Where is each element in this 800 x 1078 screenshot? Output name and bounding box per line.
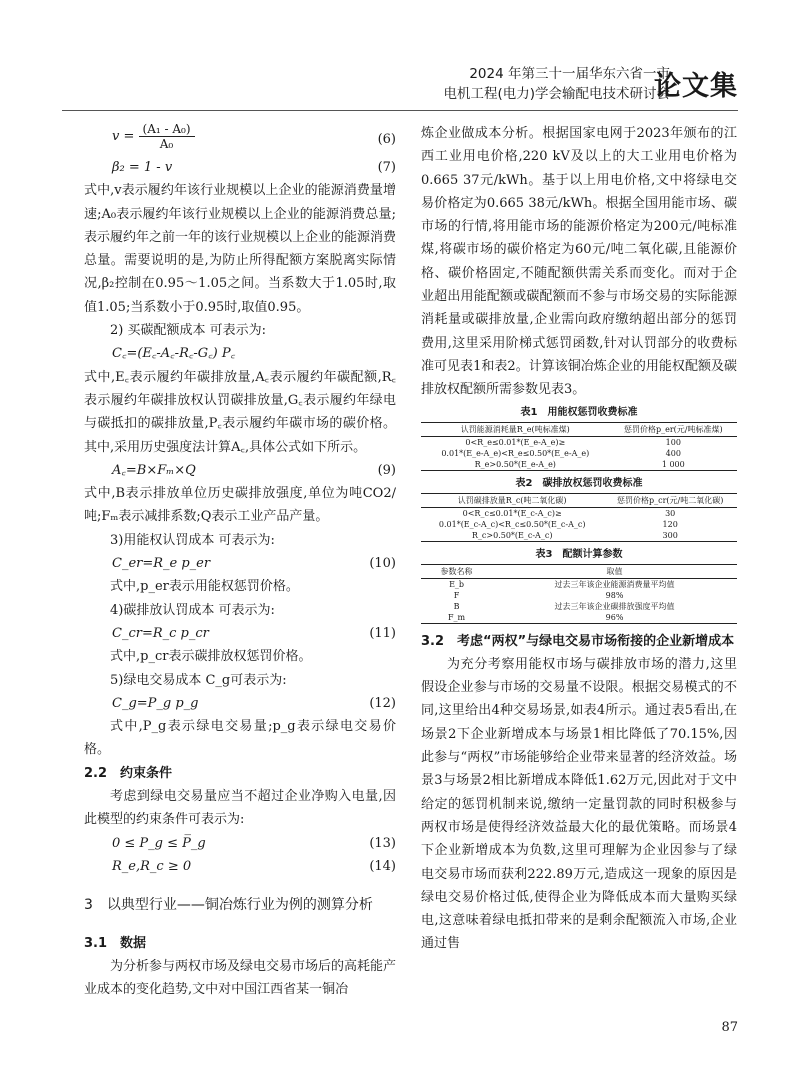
paragraph: 2) 买碳配额成本 可表示为: — [110, 323, 266, 339]
section-heading-3-1: 3.1 数据 — [84, 935, 147, 951]
right-column — [421, 122, 737, 956]
equation-14: R_e,R_c ≥ 0 (14) — [112, 858, 396, 874]
paragraph: 式中,E꜀表示履约年碳排放量,A꜀表示履约年碳配额,R꜀表示履约年碳排放权认罚碳排放量,G꜀表示履约年绿电与碳抵扣的碳排放量,P꜀表示履约年碳市场的碳价格。其中,采用历史强度法计算A꜀,具体公式如下所示。 — [84, 369, 396, 455]
header-title: 论文集 — [654, 71, 738, 102]
table3-caption: 表3 配额计算参数 — [535, 548, 623, 560]
section-heading-2-2: 2.2 约束条件 — [84, 765, 173, 781]
table2-caption: 表2 碳排放权惩罚收费标准 — [515, 477, 643, 489]
page-number: 87 — [721, 1020, 738, 1035]
paragraph: 为分析参与两权市场及绿电交易市场后的高耗能产业成本的变化趋势,文中对中国江西省某一铜冶 — [84, 958, 397, 998]
paragraph: 式中,p_er表示用能权惩罚价格。 — [110, 579, 299, 595]
section-heading-3: 3 以典型行业——铜冶炼行业为例的测算分析 — [84, 897, 373, 914]
equation-11: C_cr=R_c p_cr (11) — [112, 625, 396, 641]
header-rule — [62, 110, 738, 111]
table1-caption: 表1 用能权惩罚收费标准 — [520, 406, 638, 418]
equation-6: v = $\frac{\text{(A₁ - A₀)}}{\text{A₀}}$ (6) — [112, 122, 396, 151]
table-row: F_m 96% — [421, 612, 737, 624]
equation-12: C_g=P_g p_g (12) — [112, 695, 396, 711]
equation-9: A꜀=B×Fₘ×Q (9) — [112, 462, 396, 478]
equation-10: C_er=R_e p_er (10) — [112, 556, 396, 572]
section-heading-3-2: 3.2 考虑“两权”与绿电交易市场衔接的企业新增成本 — [421, 633, 735, 649]
paragraph: 式中,B表示排放单位历史碳排放强度,单位为吨CO2/吨;Fₘ表示减排系数;Q表示工业产品产量。 — [84, 486, 396, 525]
table-row: F 98% — [453, 590, 624, 600]
paragraph: 为充分考察用能权市场与碳排放市场的潜力,这里假设企业参与市场的交易量不设限。根据交易模式的不同,这里给出4种交易场景,如表4所示。通过表5看出,在场景2下企业新增成本与场景1相比降低了70.15%,因此参与“两权”市场能够给企业带来显著的经济效益。场景3与场景2相比新增成本降低1.62万元,因此对于文中给定的惩罚机制来说,缴纳一定量罚款的同时积极参与两权市场是使得经济效益最大化的最优策略。而场景4下企业新增成本为负数,这里可理解为企业因参与了绿电交易市场而获利222.89万元,造成这一现象的原因是绿电交易价格过低,使得企业为降低成本而大量购买绿电,这意味着绿电抵扣带来的是剩余配额流入市场,企业通过售 — [421, 656, 737, 952]
table-row: 0<R_e≤0.01*(E_e-A_e)≥ 100 — [465, 437, 681, 447]
header-conference-line2: 电机工程(电力)学会输配电技术研讨会 — [443, 86, 670, 102]
table-row: 0.01*(E_e-A_e)<R_e≤0.50*(E_e-A_e) 400 — [441, 448, 681, 458]
table-row: R_e>0.50*(E_e-A_e) 1 000 — [421, 459, 737, 471]
table-row: E_b 过去三年该企业能源消费量平均值 — [449, 579, 675, 589]
paragraph: 4)碳排放认罚成本 可表示为: — [110, 602, 275, 618]
equation-7: β₂ = 1 - v (7) — [112, 160, 396, 175]
table3: 参数名称 取值 E_b 过去三年该企业能源消费量平均值 F 98% B 过去三年该企业碳排放强度平均值 F_m 96% — [421, 564, 737, 624]
equation-8: C꜀=(E꜀-A꜀-R꜀-G꜀) P꜀ — [112, 346, 236, 362]
paragraph: 考虑到绿电交易量应当不超过企业净购入电量,因此模型的约束条件可表示为: — [84, 789, 396, 828]
table-row: 0<R_c≤0.01*(E_c-A_c)≥ 30 — [462, 508, 676, 518]
paragraph: 式中,v表示履约年该行业规模以上企业的能源消费量增速;A₀表示履约年该行业规模以上企业的能源消费总量;表示履约年之前一年的该行业规模以上企业的能源消费总量。需要说明的是,为防止所得配额方案脱离实际情况,β₂控制在0.95～1.05之间。当系数大于1.05时,取值1.05;当系数小于0.95时,取值0.95。 — [84, 183, 397, 315]
paragraph: 5)绿电交易成本 C_g可表示为: — [110, 672, 287, 688]
left-column — [84, 122, 396, 1001]
header-conference-line1: 2024 年第三十一届华东六省一市 — [469, 66, 670, 82]
equation-13: 0 ≤ P_g ≤ P̅_g (13) — [112, 835, 396, 851]
table-row: B 过去三年该企业碳排放强度平均值 — [453, 601, 675, 611]
table2: 认罚碳排放量R_c(吨二氧化碳) 惩罚价格p_cr(元/吨二氧化碳) 0<R_c≤0.01*(E_c-A_c)≥ 30 0.01*(E_c-A_c)<R_c≤0.50*(E_c-A_c) 120 R_c>0.50*(E_c-A_c) 300 — [421, 493, 737, 542]
paragraph: 3)用能权认罚成本 可表示为: — [110, 532, 275, 548]
table-row: R_c>0.50*(E_c-A_c) 300 — [421, 530, 737, 542]
paragraph: 炼企业做成本分析。根据国家电网于2023年颁布的江西工业用电价格,220 kV及以上的大工业用电价格为0.665 37元/kWh。基于以上用电价格,文中将绿电交易价格定为0.665 38元/kWh。根据全国用能市场、碳市场的行情,将用能市场的能源价格定为200元/吨标准煤,将碳市场的碳价格定为60元/吨二氧化碳,且能源价格、碳价格固定,不随配额供需关系而变化。而对于企业超出用能配额或碳配额而不参与市场交易的实际能源消耗量或碳排放量,企业需向政府缴纳超出部分的惩罚费用,这里采用阶梯式惩罚函数,针对认罚部分的收费标准可见表1和表2。计算该铜冶炼企业的用能权配额及碳排放权配额所需参数见表3。 — [421, 126, 737, 398]
paragraph: 式中,P_g表示绿电交易量;p_g表示绿电交易价格。 — [84, 719, 396, 758]
paragraph: 式中,p_cr表示碳排放权惩罚价格。 — [110, 649, 312, 665]
table-row: 0.01*(E_c-A_c)<R_c≤0.50*(E_c-A_c) 120 — [438, 519, 678, 529]
table1: 认罚能源消耗量R_e(吨标准煤) 惩罚价格p_er(元/吨标准煤) 0<R_e≤0.01*(E_e-A_e)≥ 100 0.01*(E_e-A_e)<R_e≤0.50*(E_e-A_e) 400 R_e>0.50*(E_e-A_e) 1 000 — [421, 422, 737, 471]
